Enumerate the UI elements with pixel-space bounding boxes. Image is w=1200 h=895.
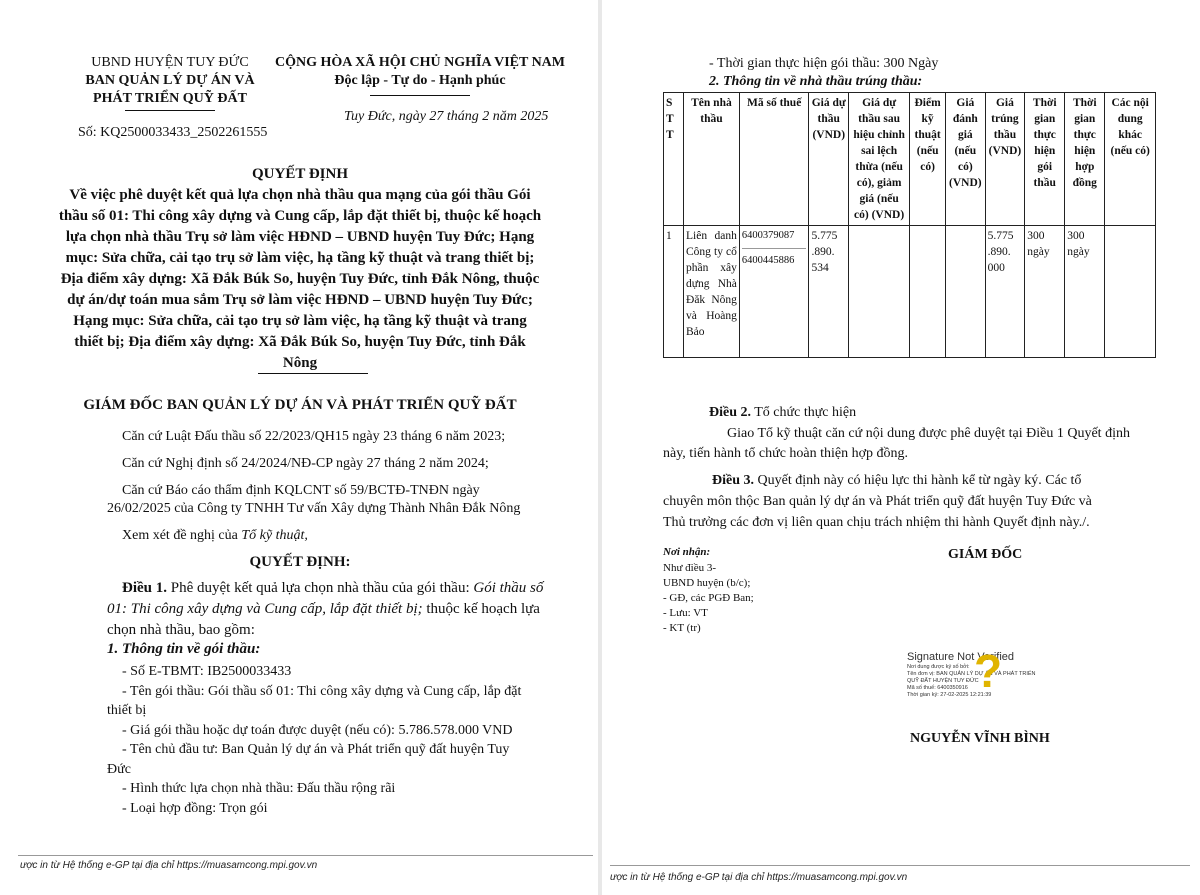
signature-detail-line: Nơi dung được ký số bởi:	[907, 664, 970, 670]
article-3-line-2: chuyên môn thộc Ban quản lý dự án và Phát triển quỹ đất huyện Tuy Đức và	[663, 494, 1092, 509]
cell-stt: 1	[664, 226, 684, 358]
cell-tax	[739, 226, 809, 358]
signature-detail-line: Mã số thuế: 6400350916	[907, 685, 968, 691]
subject-line: thầu số 01: Thi công xây dựng và Cung cấp, lắp đặt thiết bị, thuộc kế hoạch	[58, 208, 542, 224]
agency-line-3: PHÁT TRIỂN QUỸ ĐẤT	[93, 91, 247, 106]
agency-line-1: UBND HUYỆN TUY ĐỨC	[91, 55, 249, 70]
signer-title: GIÁM ĐỐC	[948, 547, 1023, 562]
tax-divider	[742, 248, 807, 249]
nation-line-2: Độc lập - Tự do - Hạnh phúc	[334, 73, 506, 88]
footer-text: ược in từ Hệ thống e-GP tại địa chỉ https://muasamcong.mpi.gov.vn	[610, 872, 908, 883]
article-1-label: Điều 1.	[122, 580, 167, 596]
subject-line: Hạng mục: Sửa chữa, cải tạo trụ sở làm việc, hạ tầng kỹ thuật và trang	[73, 313, 527, 329]
subject-line: Nông	[282, 355, 318, 371]
signature-detail-line: QUỸ ĐẤT HUYỆN TUY ĐỨC	[907, 678, 979, 684]
article-1-package: Gói thầu số 01: Thi công xây dựng và Cung cấp, lắp đặt thiết bị;	[107, 580, 544, 617]
nation-line-1: CỘNG HÒA XÃ HỘI CHỦ NGHĨA VIỆT NAM	[274, 55, 565, 70]
cell-pkg-time: 300 ngày	[1025, 226, 1065, 358]
duration-line: - Thời gian thực hiện gói thầu: 300 Ngày	[709, 56, 939, 71]
package-info-line: - Tên chủ đầu tư: Ban Quản lý dự án và Phát triển quỹ đất huyện Tuy	[122, 742, 510, 757]
col-stt	[664, 93, 684, 226]
stt-header-letter: T	[666, 129, 674, 141]
package-info-line: thiết bị	[107, 703, 147, 718]
package-info-line: - Hình thức lựa chọn nhà thầu: Đấu thầu rộng rãi	[122, 781, 396, 796]
table-header-row	[664, 93, 1156, 226]
article-3-label: Điều 3.	[712, 473, 754, 488]
article-2-body-1: Giao Tổ kỹ thuật căn cứ nội dung được phê duyệt tại Điều 1 Quyết định	[727, 426, 1130, 441]
tax-code-2: 6400445886	[741, 255, 795, 266]
basis-report-1: Căn cứ Báo cáo thẩm định KQLCNT số 59/BCTĐ-TNĐN ngày	[122, 483, 480, 498]
agency-header	[60, 54, 280, 108]
section-2-heading: 2. Thông tin về nhà thầu trúng thầu:	[709, 74, 923, 89]
article-1-text: Phê duyệt kết quả lựa chọn nhà thầu của gói thầu:	[167, 580, 474, 596]
stt-header-letter: T	[666, 113, 674, 125]
col-name: Tên nhà thầu	[684, 93, 740, 226]
signature-detail-line: Tên đơn vị: BAN QUẢN LÝ DỰ ÁN VÀ PHÁT TRIỂN	[907, 671, 1036, 677]
agency-underline	[125, 110, 215, 111]
basis-report-2: 26/02/2025 của Công ty TNHH Tư vấn Xây dựng Thành Nhân Đắk Nông	[107, 501, 521, 516]
cell-contract-time: 300 ngày	[1065, 226, 1105, 358]
agency-line-2: BAN QUẢN LÝ DỰ ÁN VÀ	[85, 73, 255, 88]
signature-status: Signature Not Verified	[907, 651, 1015, 663]
decision-subject	[30, 185, 570, 374]
footer-rule	[18, 855, 593, 856]
package-info-line: - Tên gói thầu: Gói thầu số 01: Thi công xây dựng và Cung cấp, lắp đặt	[122, 683, 522, 699]
cell-adjusted	[849, 226, 910, 358]
package-info	[107, 662, 567, 818]
recipients-label: Nơi nhận:	[663, 546, 711, 558]
subject-line: dự án/dự toán mua sắm Trụ sở làm việc HĐND – UBND huyện Tuy Đức;	[67, 292, 533, 308]
footer-text: ược in từ Hệ thống e-GP tại địa chỉ https://muasamcong.mpi.gov.vn	[20, 860, 318, 871]
subject-underline	[258, 373, 368, 374]
document-page-1	[0, 0, 598, 895]
subject-line: lựa chọn nhà thầu Trụ sở làm việc HĐND – UBND huyện Tuy Đức; Hạng	[65, 229, 535, 245]
consider-prefix: Xem xét đề nghị của	[122, 528, 242, 543]
stt-header-letter: S	[666, 97, 673, 109]
package-info-line: - Giá gói thầu hoặc dự toán được duyệt (nếu có): 5.786.578.000 VND	[122, 722, 513, 738]
cell-eval-price	[946, 226, 986, 358]
winner-table	[663, 92, 1156, 358]
package-info-line: - Số E-TBMT: IB2500033433	[122, 664, 292, 679]
decide-heading: QUYẾT ĐỊNH:	[249, 554, 351, 570]
national-underline	[370, 95, 470, 96]
consider-unit: Tổ kỹ thuật,	[241, 528, 308, 543]
decision-title: QUYẾT ĐỊNH	[252, 166, 348, 182]
col-tax: Mã số thuế	[739, 93, 809, 226]
col-contract-time: Thời gian thực hiện hợp đồng	[1065, 93, 1105, 226]
signer-name: NGUYỄN VĨNH BÌNH	[910, 731, 1050, 746]
article-2-label: Điều 2.	[709, 405, 751, 420]
col-pkg-time: Thời gian thực hiện gói thầu	[1025, 93, 1065, 226]
article-3-text-1: Quyết định này có hiệu lực thi hành kể từ ngày ký. Các tổ	[754, 473, 1082, 488]
cell-name: Liên danh Công ty cổ phần xây dựng Nhà Đăk Nông và Hoàng Bảo	[684, 226, 740, 358]
article-3-line-3: Thủ trưởng các đơn vị liên quan chịu trách nhiệm thi hành Quyết định này./.	[663, 515, 1090, 530]
basis-law: Căn cứ Luật Đấu thầu số 22/2023/QH15 ngày 23 tháng 6 năm 2023;	[122, 429, 506, 444]
col-adjusted: Giá dự thầu sau hiệu chỉnh sai lệch thừa (nếu có), giảm giá (nếu có) (VND)	[849, 93, 910, 226]
recipient-item: - KT (tr)	[663, 622, 701, 634]
recipient-item: - Lưu: VT	[663, 607, 708, 619]
col-tech-score: Điểm kỹ thuật (nếu có)	[910, 93, 946, 226]
tax-code-1: 6400379087	[741, 230, 795, 241]
article-1-tail: thuộc kế hoạch lựa chọn nhà thầu, bao gồm:	[107, 601, 540, 638]
recipients-list	[663, 561, 754, 636]
document-page-2	[602, 0, 1200, 895]
subject-line: mục: Sửa chữa, cải tạo trụ sở làm việc, hạ tầng kỹ thuật và trang thiết bị;	[65, 250, 535, 266]
recipient-item: - GĐ, các PGĐ Ban;	[663, 592, 754, 604]
article-2-body-2: này, tiến hành tổ chức hoàn thiện hợp đồng.	[663, 446, 909, 461]
subject-line: Về việc phê duyệt kết quả lựa chọn nhà thầu qua mạng của gói thầu Gói	[69, 187, 531, 203]
col-eval-price: Giá đánh giá (nếu có) (VND)	[946, 93, 986, 226]
col-bid-price: Giá dự thầu (VND)	[809, 93, 849, 226]
recipient-item: Như điều 3-	[663, 562, 717, 574]
doc-number: Số: KQ2500033433_2502261555	[78, 125, 268, 140]
cell-winning-price: 5.775 .890. 000	[985, 226, 1025, 358]
cell-other	[1105, 226, 1156, 358]
subject-line: Địa điểm xây dựng: Xã Đắk Búk So, huyện Tuy Đức, tỉnh Đắk Nông, thuộc	[60, 271, 540, 287]
signature-detail-line: Thời gian ký: 27-02-2025 12:21:39	[907, 692, 992, 698]
cell-tech-score	[910, 226, 946, 358]
cell-bid-price: 5.775 .890. 534	[809, 226, 849, 358]
national-header	[270, 54, 570, 90]
basis-decree: Căn cứ Nghị định số 24/2024/NĐ-CP ngày 27 tháng 2 năm 2024;	[122, 456, 489, 471]
article-3-line-1	[712, 472, 1081, 490]
recipient-item: UBND huyện (b/c);	[663, 577, 751, 589]
col-other: Các nội dung khác (nếu có)	[1105, 93, 1156, 226]
section-1-heading: 1. Thông tin về gói thầu:	[107, 641, 261, 657]
place-date: Tuy Đức, ngày 27 tháng 2 năm 2025	[344, 109, 549, 124]
article-2-text: Tổ chức thực hiện	[751, 405, 857, 420]
article-2-heading	[709, 404, 856, 422]
authority-title: GIÁM ĐỐC BAN QUẢN LÝ DỰ ÁN VÀ PHÁT TRIỂN QUỸ ĐẤT	[83, 397, 517, 413]
package-info-line: Đức	[107, 761, 131, 777]
package-info-line: - Loại hợp đồng: Trọn gói	[122, 800, 268, 816]
footer-rule	[610, 865, 1190, 866]
subject-line: thiết bị; Địa điểm xây dựng: Xã Đắk Búk So, huyện Tuy Đức, tỉnh Đắk	[74, 334, 526, 350]
consideration	[122, 527, 308, 545]
signature-question-mark-icon: ?	[974, 645, 1003, 697]
col-winning-price: Giá trúng thầu (VND)	[985, 93, 1025, 226]
table-row	[664, 226, 1156, 358]
article-1	[107, 578, 562, 641]
